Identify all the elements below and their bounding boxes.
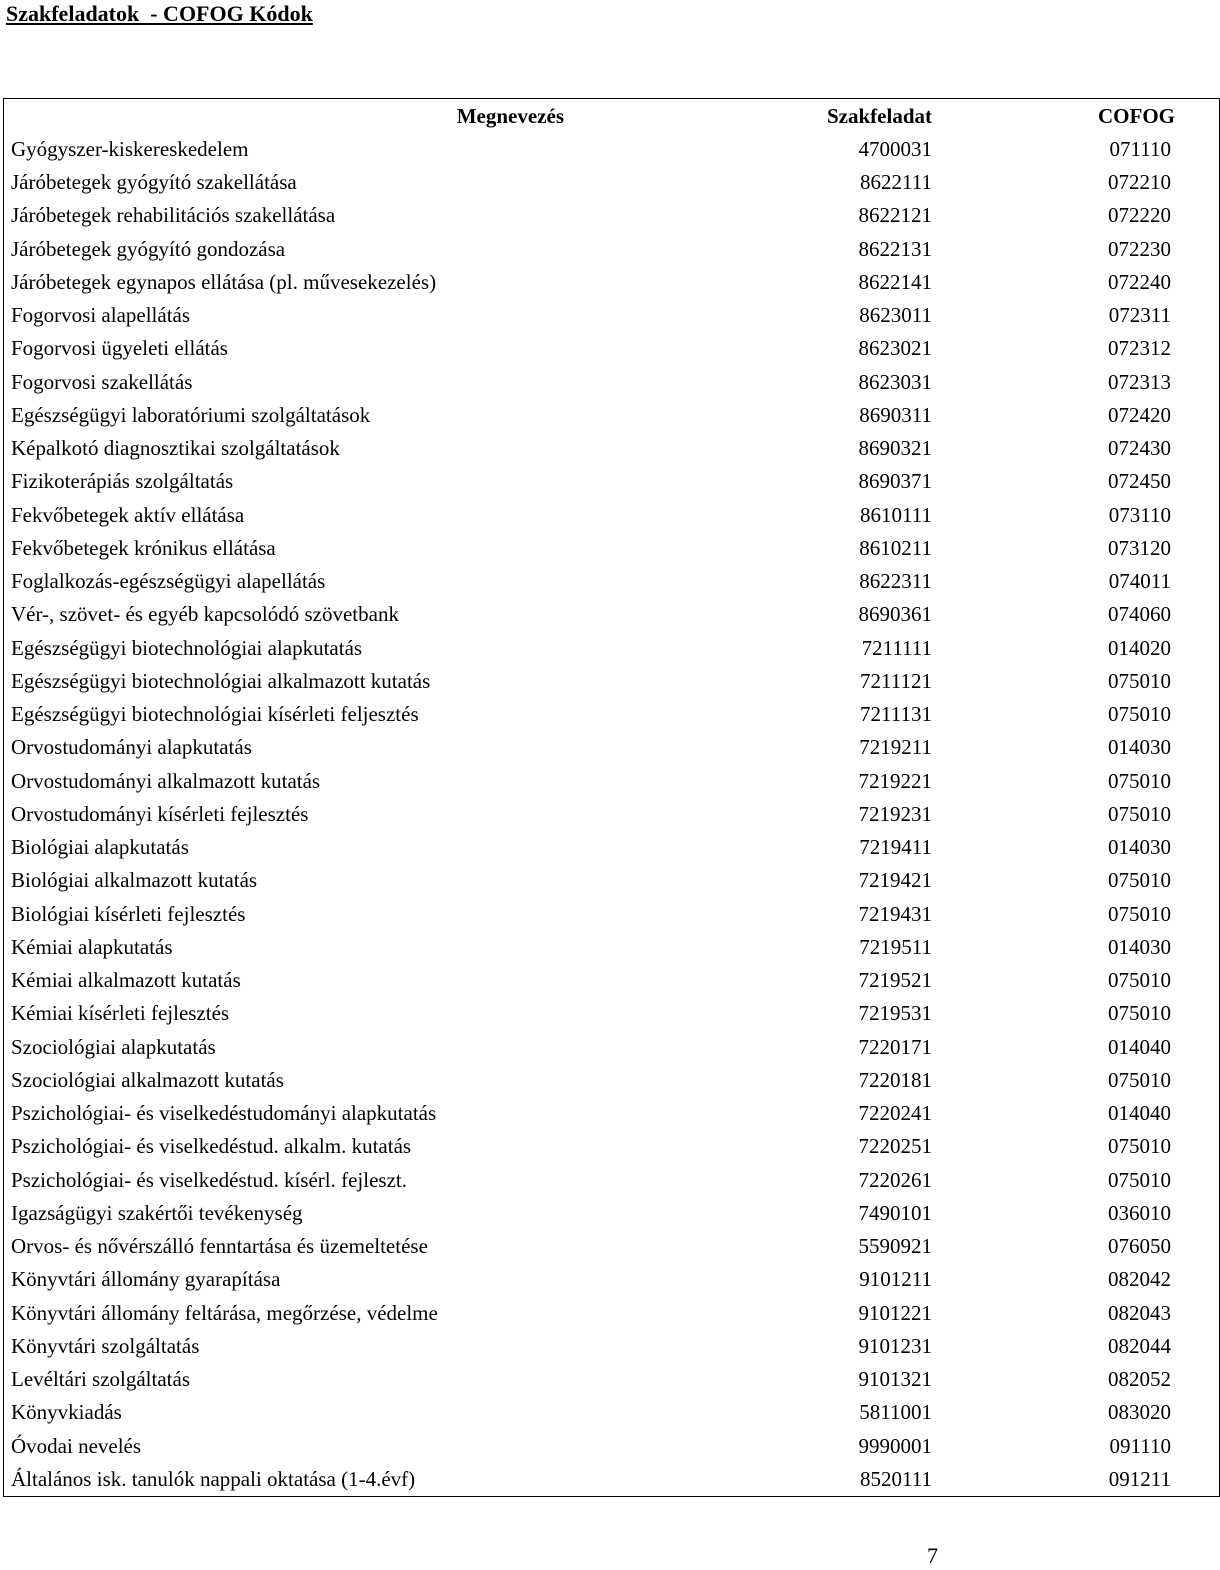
row-name: Járóbetegek rehabilitációs szakellátása	[11, 203, 336, 228]
row-code: 9101221	[858, 1300, 932, 1325]
header-name: Megnevezés	[456, 103, 564, 128]
table-row	[4, 199, 1220, 232]
row-name: Pszichológiai- és viselkedéstudományi alapkutatás	[11, 1101, 437, 1126]
row-cofog: 073120	[1108, 535, 1171, 560]
row-cofog: 072312	[1108, 336, 1171, 361]
table-row	[4, 731, 1220, 764]
row-code: 8622121	[858, 203, 932, 228]
row-cofog: 082044	[1108, 1333, 1171, 1358]
table-row	[4, 1063, 1220, 1096]
row-code: 8690311	[859, 402, 932, 427]
table-row	[4, 432, 1220, 465]
row-code: 7219231	[858, 801, 932, 826]
row-code: 7219421	[858, 868, 932, 893]
row-name: Könyvtári állomány feltárása, megőrzése, védelme	[11, 1300, 438, 1325]
row-name: Könyvtári állomány gyarapítása	[11, 1267, 281, 1292]
row-cofog: 075010	[1108, 1067, 1171, 1092]
row-name: Biológiai kísérleti fejlesztés	[11, 901, 246, 926]
row-code: 7220181	[858, 1067, 932, 1092]
table-header-row	[4, 99, 1220, 133]
header-code: Szakfeladat	[827, 103, 932, 128]
row-code: 4700031	[858, 136, 932, 161]
row-name: Orvostudományi kísérleti fejlesztés	[11, 801, 309, 826]
row-cofog: 082042	[1108, 1267, 1171, 1292]
row-code: 7211131	[860, 702, 932, 727]
row-code: 7219221	[858, 768, 932, 793]
row-name: Kémiai alkalmazott kutatás	[11, 968, 241, 993]
row-name: Levéltári szolgáltatás	[11, 1367, 191, 1392]
row-cofog: 014030	[1108, 934, 1171, 959]
row-code: 8690321	[858, 436, 932, 461]
row-code: 9101321	[858, 1367, 932, 1392]
codes-table	[3, 98, 1220, 1497]
row-code: 7211121	[860, 668, 932, 693]
row-cofog: 075010	[1108, 968, 1171, 993]
row-name: Fizikoterápiás szolgáltatás	[11, 469, 234, 494]
row-cofog: 075010	[1108, 668, 1171, 693]
table-row	[4, 232, 1220, 265]
row-cofog: 036010	[1108, 1200, 1171, 1225]
row-code: 9990001	[858, 1433, 932, 1458]
row-code: 7220251	[858, 1134, 932, 1159]
row-name: Szociológiai alkalmazott kutatás	[11, 1067, 284, 1092]
table-row	[4, 132, 1220, 165]
row-name: Pszichológiai- és viselkedéstud. alkalm. kutatás	[11, 1134, 412, 1159]
row-cofog: 075010	[1108, 1134, 1171, 1159]
row-cofog: 071110	[1109, 136, 1171, 161]
row-code: 8610211	[859, 535, 932, 560]
row-code: 8622111	[860, 170, 932, 195]
row-cofog: 082052	[1108, 1367, 1171, 1392]
page-title: Szakfeladatok - COFOG Kódok	[6, 1, 313, 26]
row-code: 7219521	[858, 968, 932, 993]
table-row	[4, 864, 1220, 897]
table-row	[4, 531, 1220, 564]
row-code: 7219431	[858, 901, 932, 926]
row-cofog: 075010	[1108, 801, 1171, 826]
row-cofog: 072210	[1108, 170, 1171, 195]
row-cofog: 014040	[1108, 1101, 1171, 1126]
row-code: 7219211	[859, 735, 932, 760]
row-cofog: 072420	[1108, 402, 1171, 427]
row-cofog: 091211	[1108, 1466, 1171, 1491]
row-cofog: 075010	[1108, 768, 1171, 793]
row-code: 8690361	[858, 602, 932, 627]
row-cofog: 072220	[1108, 203, 1171, 228]
row-cofog: 075010	[1108, 1167, 1171, 1192]
table-row	[4, 265, 1220, 298]
table-row	[4, 831, 1220, 864]
row-name: Vér-, szövet- és egyéb kapcsolódó szövetbank	[11, 602, 399, 627]
row-code: 7219511	[859, 934, 932, 959]
table-row	[4, 565, 1220, 598]
row-code: 8622311	[859, 569, 932, 594]
row-cofog: 076050	[1108, 1234, 1171, 1259]
table-row	[4, 698, 1220, 731]
row-cofog: 082043	[1108, 1300, 1171, 1325]
table-row	[4, 299, 1220, 332]
table-row	[4, 1097, 1220, 1130]
row-name: Kémiai kísérleti fejlesztés	[11, 1001, 230, 1026]
row-code: 7219411	[859, 835, 932, 860]
row-cofog: 075010	[1108, 702, 1171, 727]
row-name: Fekvőbetegek aktív ellátása	[11, 502, 245, 527]
row-name: Egészségügyi biotechnológiai alkalmazott kutatás	[11, 668, 431, 693]
row-name: Biológiai alkalmazott kutatás	[11, 868, 258, 893]
row-cofog: 072230	[1108, 236, 1171, 261]
row-name: Foglalkozás-egészségügyi alapellátás	[11, 569, 326, 594]
row-code: 7220171	[858, 1034, 932, 1059]
row-cofog: 091110	[1109, 1433, 1171, 1458]
row-cofog: 014030	[1108, 835, 1171, 860]
header-cofog: COFOG	[1098, 103, 1175, 128]
row-cofog: 074060	[1108, 602, 1171, 627]
table-row	[4, 764, 1220, 797]
row-name: Egészségügyi laboratóriumi szolgáltatások	[11, 402, 371, 427]
row-code: 8610111	[860, 502, 932, 527]
row-name: Egészségügyi biotechnológiai kísérleti feljesztés	[11, 702, 419, 727]
table-row	[4, 1396, 1220, 1429]
table-row	[4, 1130, 1220, 1163]
row-code: 8622131	[858, 236, 932, 261]
row-cofog: 072450	[1108, 469, 1171, 494]
row-name: Gyógyszer-kiskereskedelem	[11, 136, 249, 161]
row-name: Igazságügyi szakértői tevékenység	[11, 1200, 303, 1225]
table-row	[4, 498, 1220, 531]
row-code: 8622141	[858, 269, 932, 294]
table-row	[4, 964, 1220, 997]
row-cofog: 075010	[1108, 901, 1171, 926]
row-code: 7219531	[858, 1001, 932, 1026]
row-name: Járóbetegek gyógyító szakellátása	[11, 170, 297, 195]
row-code: 5811001	[859, 1400, 932, 1425]
row-name: Könyvtári szolgáltatás	[11, 1333, 200, 1358]
table-row	[4, 797, 1220, 830]
table-row	[4, 598, 1220, 631]
row-name: Fekvőbetegek krónikus ellátása	[11, 535, 276, 560]
row-cofog: 073110	[1108, 502, 1171, 527]
page-number: 7	[927, 1543, 938, 1568]
table-row	[4, 1163, 1220, 1196]
row-cofog: 072311	[1108, 303, 1171, 328]
row-name: Biológiai alapkutatás	[11, 835, 189, 860]
table-row	[4, 1263, 1220, 1296]
row-code: 5590921	[858, 1234, 932, 1259]
row-cofog: 075010	[1108, 1001, 1171, 1026]
row-name: Járóbetegek egynapos ellátása (pl. művesekezelés)	[11, 269, 437, 294]
row-cofog: 014030	[1108, 735, 1171, 760]
table-row	[4, 631, 1220, 664]
table-row	[4, 398, 1220, 431]
row-code: 8520111	[860, 1466, 932, 1491]
table-row	[4, 897, 1220, 930]
table-row	[4, 1196, 1220, 1229]
table-row	[4, 166, 1220, 199]
table-row	[4, 1462, 1220, 1496]
table-row	[4, 1329, 1220, 1362]
table-row	[4, 1030, 1220, 1063]
table-row	[4, 1230, 1220, 1263]
row-name: Képalkotó diagnosztikai szolgáltatások	[11, 436, 340, 461]
table-row	[4, 332, 1220, 365]
row-code: 7490101	[858, 1200, 932, 1225]
row-name: Kémiai alapkutatás	[11, 934, 173, 959]
row-cofog: 072430	[1108, 436, 1171, 461]
row-code: 9101231	[858, 1333, 932, 1358]
row-cofog: 074011	[1108, 569, 1171, 594]
row-code: 8623031	[858, 369, 932, 394]
table-row	[4, 1363, 1220, 1396]
row-code: 9101211	[859, 1267, 932, 1292]
table-row	[4, 465, 1220, 498]
table-row	[4, 997, 1220, 1030]
table-row	[4, 930, 1220, 963]
row-cofog: 072313	[1108, 369, 1171, 394]
table-row	[4, 365, 1220, 398]
row-cofog: 075010	[1108, 868, 1171, 893]
row-code: 8623021	[858, 336, 932, 361]
row-name: Szociológiai alapkutatás	[11, 1034, 216, 1059]
row-cofog: 072240	[1108, 269, 1171, 294]
row-name: Orvos- és nővérszálló fenntartása és üzemeltetése	[11, 1234, 428, 1259]
row-name: Óvodai nevelés	[11, 1433, 142, 1458]
row-cofog: 083020	[1108, 1400, 1171, 1425]
row-name: Orvostudományi alapkutatás	[11, 735, 252, 760]
row-name: Fogorvosi ügyeleti ellátás	[11, 336, 228, 361]
row-name: Orvostudományi alkalmazott kutatás	[11, 768, 321, 793]
row-name: Fogorvosi alapellátás	[11, 303, 191, 328]
row-name: Járóbetegek gyógyító gondozása	[11, 236, 286, 261]
row-name: Fogorvosi szakellátás	[11, 369, 193, 394]
table-row	[4, 1429, 1220, 1462]
row-name: Könyvkiadás	[11, 1400, 122, 1425]
table-row	[4, 664, 1220, 697]
row-cofog: 014040	[1108, 1034, 1171, 1059]
table-row	[4, 1296, 1220, 1329]
row-code: 7211111	[861, 635, 932, 660]
row-code: 7220261	[858, 1167, 932, 1192]
row-name: Egészségügyi biotechnológiai alapkutatás	[11, 635, 363, 660]
row-code: 8623011	[859, 303, 932, 328]
row-name: Pszichológiai- és viselkedéstud. kísérl. fejleszt.	[11, 1167, 407, 1192]
row-code: 7220241	[858, 1101, 932, 1126]
row-code: 8690371	[858, 469, 932, 494]
row-cofog: 014020	[1108, 635, 1171, 660]
row-name: Általános isk. tanulók nappali oktatása (1-4.évf)	[11, 1466, 416, 1491]
